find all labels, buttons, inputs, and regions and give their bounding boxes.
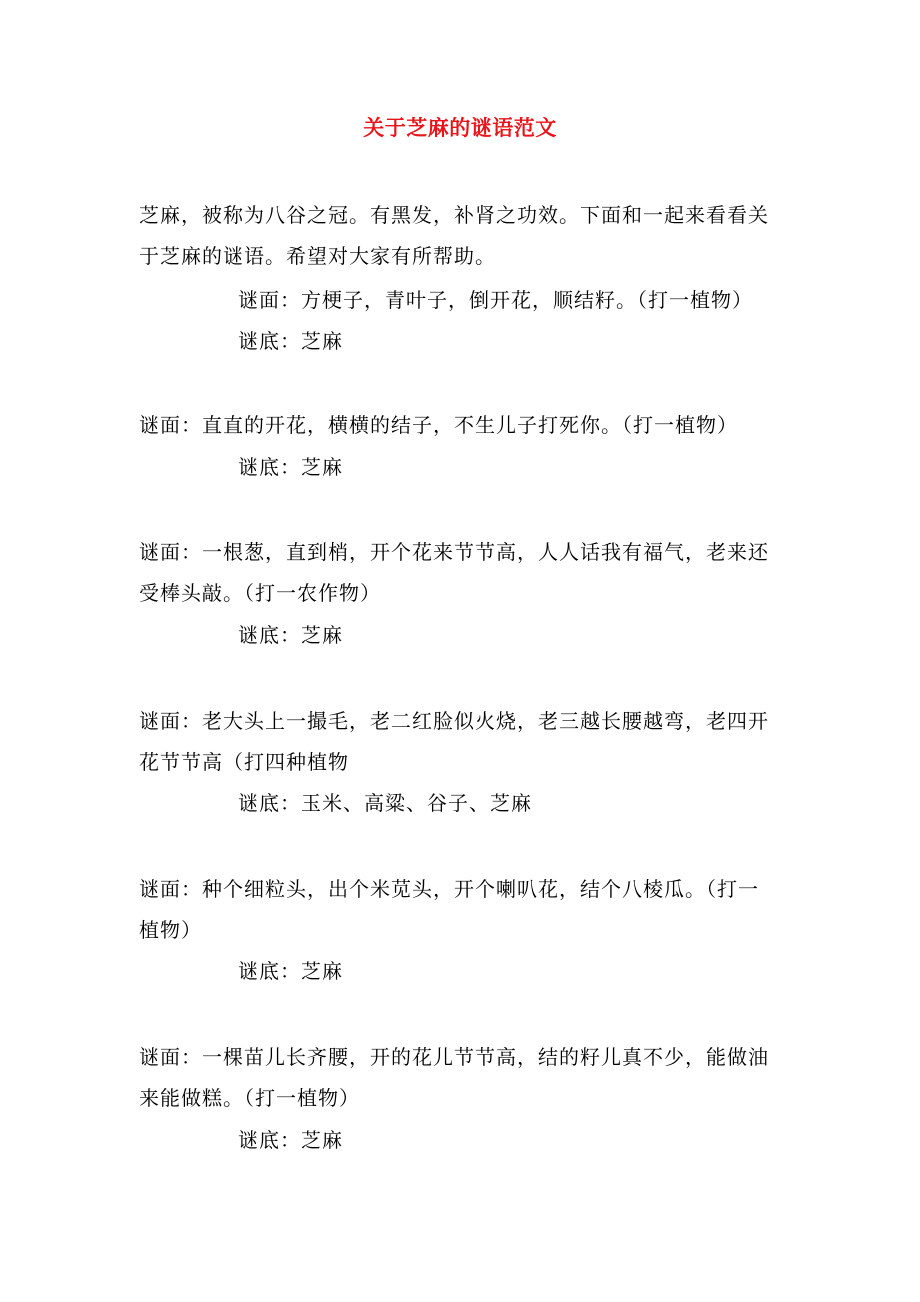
riddle-question: 谜面：一棵苗儿长齐腰，开的花儿节节高，结的籽儿真不少，能做油来能做糕。（打一植物） xyxy=(139,1045,769,1110)
riddle-answer: 谜底：芝麻 xyxy=(238,455,343,479)
riddle-question: 谜面：方梗子，青叶子，倒开花，顺结籽。（打一植物） xyxy=(238,288,753,312)
riddle-answer: 谜底：芝麻 xyxy=(238,329,343,353)
riddle-answer: 谜底：玉米、高粱、谷子、芝麻 xyxy=(238,791,532,815)
intro-paragraph: 芝麻，被称为八谷之冠。有黑发，补肾之功效。下面和一起来看看关于芝麻的谜语。希望对大家有所帮助。 xyxy=(139,203,769,268)
riddle-question: 谜面：老大头上一撮毛，老二红脸似火烧，老三越长腰越弯，老四开花节节高（打四种植物 xyxy=(139,709,769,774)
riddle-question: 谜面：一根葱，直到梢，开个花来节节高，人人话我有福气，老来还受棒头敲。（打一农作物） xyxy=(139,540,769,605)
riddle-question: 谜面：直直的开花，横横的结子，不生儿子打死你。（打一植物） xyxy=(139,413,738,437)
riddle-answer: 谜底：芝麻 xyxy=(238,959,343,983)
riddle-question: 谜面：种个细粒头，出个米苋头，开个喇叭花，结个八棱瓜。（打一植物） xyxy=(139,877,759,942)
document-title: 关于芝麻的谜语范文 xyxy=(363,115,557,140)
riddle-answer: 谜底：芝麻 xyxy=(238,1128,343,1152)
riddle-answer: 谜底：芝麻 xyxy=(238,623,343,647)
